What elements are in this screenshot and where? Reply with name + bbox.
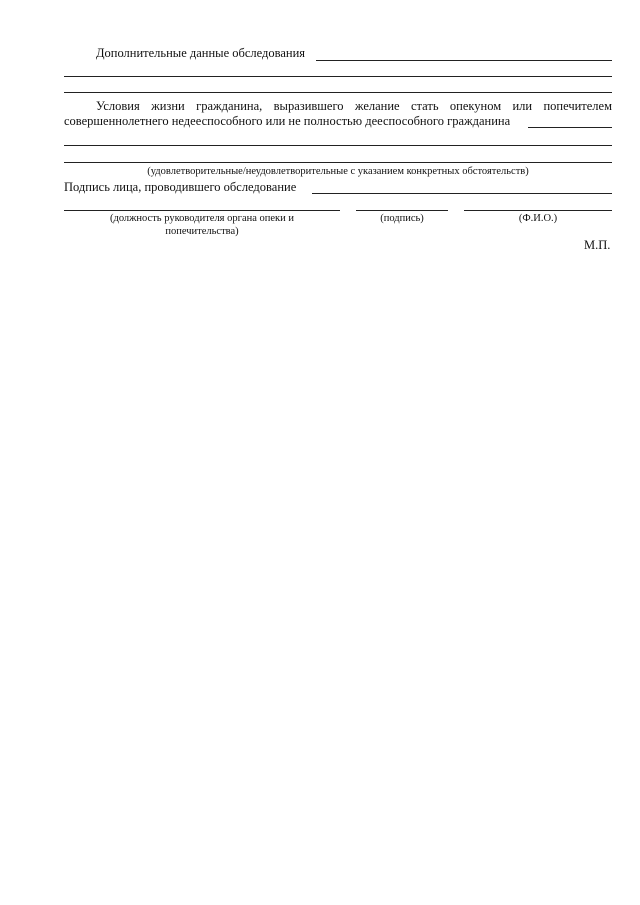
additional-data-field-line-3[interactable] [64,92,612,93]
head-position-field-line[interactable] [64,210,340,211]
living-conditions-field-line-1[interactable] [528,127,612,128]
head-name-caption: (Ф.И.О.) [518,213,558,224]
conditions-caption: (удовлетворительные/неудовлетворительные с указанием конкретных обстоятельств) [147,166,529,177]
head-name-field-line[interactable] [464,210,612,211]
head-signature-field-line[interactable] [356,210,448,211]
inspector-signature-field-line[interactable] [312,193,612,194]
additional-data-label: Дополнительные данные обследования [96,46,306,60]
head-signature-caption: (подпись) [380,213,424,224]
additional-data-field-line-1[interactable] [316,60,612,61]
head-position-caption-line-2: попечительства) [165,226,239,237]
seal-label: М.П. [584,238,611,252]
living-conditions-text-line-2: совершеннолетнего недееспособного или не полностью дееспособного гражданина [64,114,511,128]
additional-data-field-line-2[interactable] [64,76,612,77]
head-position-caption-line-1: (должность руководителя органа опеки и [109,213,295,224]
inspector-signature-label: Подпись лица, проводившего обследование [64,180,297,194]
living-conditions-text-line-1: Условия жизни гражданина, выразившего желание стать опекуном или попечителем [96,99,612,113]
living-conditions-field-line-2[interactable] [64,145,612,146]
living-conditions-field-line-3[interactable] [64,162,612,163]
